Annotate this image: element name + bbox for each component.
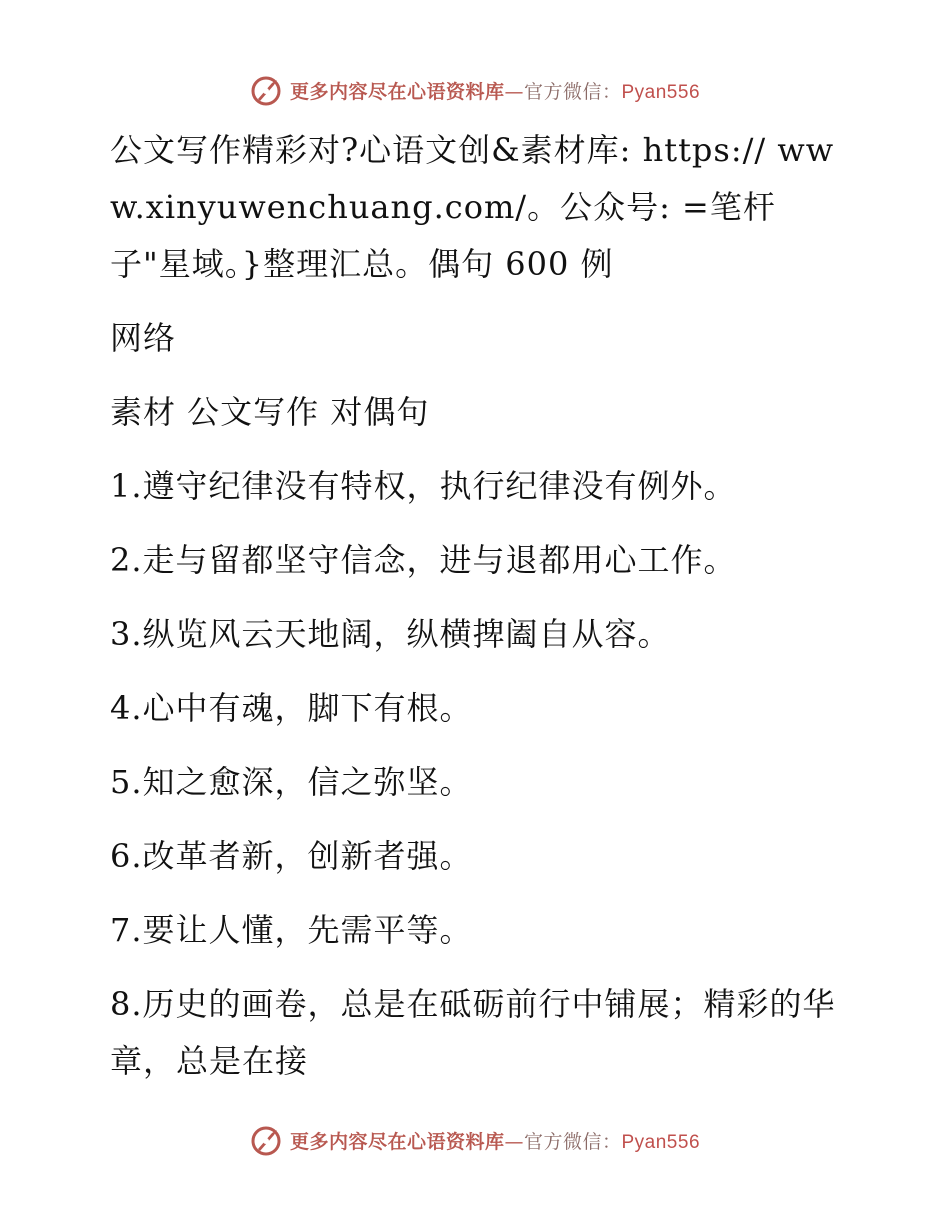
watermark-text: 更多内容尽在心语资料库—官方微信：Pyan556 <box>289 80 701 103</box>
tag-line: 素材 公文写作 对偶句 <box>110 393 430 431</box>
header-paragraph: 公文写作精彩对?心语文创&素材库: https:// www.xinyuwenchuang.com/。公众号: =笔杆子"星域。}整理汇总。偶句 600 例 <box>110 131 835 283</box>
list-item: 2.走与留都坚守信念，进与退都用心工作。 <box>110 541 737 579</box>
watermark-text: 更多内容尽在心语资料库—官方微信：Pyan556 <box>289 1130 701 1153</box>
list-item: 6.改革者新，创新者强。 <box>110 837 473 875</box>
pen-nib-circle-logo-icon <box>250 73 284 107</box>
list-item: 8.历史的画卷，总是在砥砺前行中铺展；精彩的华章，总是在接 <box>110 985 836 1080</box>
list-item: 7.要让人懂，先需平等。 <box>110 911 473 949</box>
pen-nib-circle-logo-icon <box>250 1123 284 1157</box>
watermark-header <box>0 70 950 110</box>
list-item: 3.纵览风云天地阔，纵横捭阖自从容。 <box>110 615 671 653</box>
document-body <box>96 122 836 1090</box>
tag-line: 网络 <box>110 319 177 357</box>
list-item: 1.遵守纪律没有特权，执行纪律没有例外。 <box>110 467 737 505</box>
list-item: 4.心中有魂，脚下有根。 <box>110 689 473 727</box>
watermark-footer <box>0 1120 950 1160</box>
list-item: 5.知之愈深，信之弥坚。 <box>110 763 473 801</box>
